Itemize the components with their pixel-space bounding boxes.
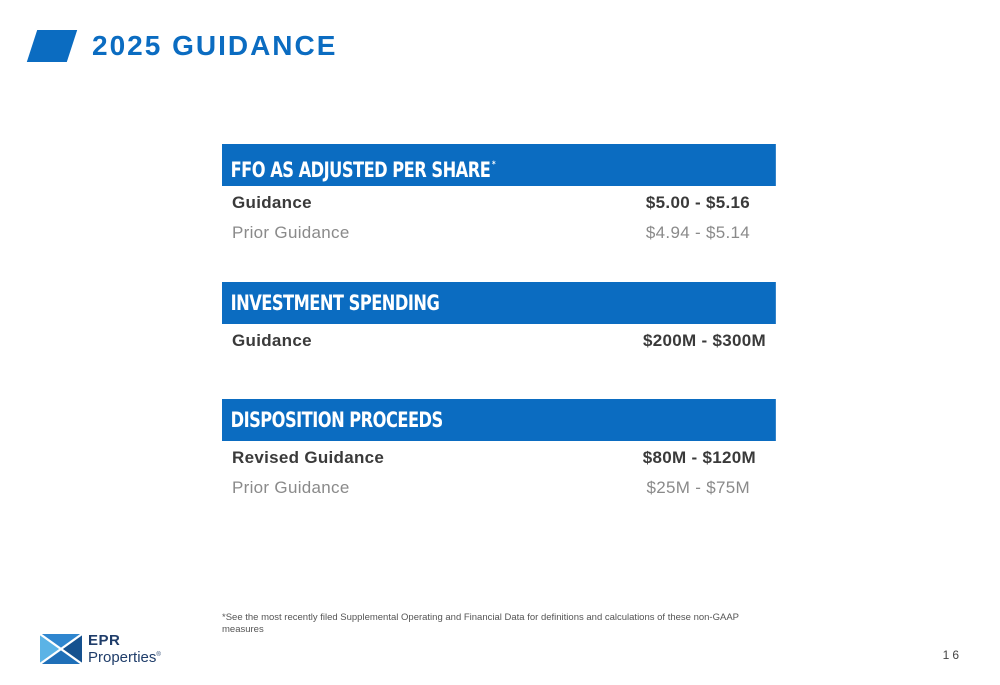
section-ffo [222,144,776,248]
logo-registered-mark: ® [156,652,161,658]
investment-guidance-value: $200M - $300M [643,331,766,350]
company-logo [40,632,161,666]
logo-line2: Properties [88,649,157,666]
ffo-prior-guidance-value: $4.94 - $5.14 [645,223,750,242]
logo-line1: EPR [88,632,121,649]
section-header-ffo [222,144,776,186]
page-number: 16 [942,648,962,662]
ffo-guidance-label: Guidance [232,193,312,212]
section-investment-spending [222,282,776,356]
ffo-guidance-value: $5.00 - $5.16 [645,193,750,212]
disposition-revised-guidance-value: $80M - $120M [642,448,756,467]
section-header-investment: INVESTMENT SPENDING [222,282,776,324]
title-accent-bar [27,30,77,62]
ffo-prior-guidance-row [222,218,776,248]
disposition-revised-guidance-label: Revised Guidance [232,448,385,467]
logo-line2-wrap [88,648,161,665]
ffo-guidance-row [222,188,776,218]
disposition-revised-guidance-row [222,443,776,473]
section-disposition-proceeds [222,399,776,503]
section-header-ffo-marker: * [492,160,496,170]
investment-guidance-label: Guidance [232,331,312,350]
ffo-prior-guidance-label: Prior Guidance [232,223,350,242]
disposition-prior-guidance-row [222,473,776,503]
disposition-prior-guidance-label: Prior Guidance [232,478,350,497]
investment-guidance-row [222,326,776,356]
epr-logo-mark-icon [40,634,82,664]
disposition-prior-guidance-value: $25M - $75M [646,478,750,497]
section-header-disposition: DISPOSITION PROCEEDS [222,399,776,441]
footnote: *See the most recently filed Supplemental Operating and Financial Data for definitions and calculations of these non-GAAP measures [222,612,739,635]
section-header-ffo-label: FFO AS ADJUSTED PER SHARE [230,158,491,182]
logo-wordmark [88,633,161,665]
page-title: 2025 GUIDANCE [92,30,338,61]
